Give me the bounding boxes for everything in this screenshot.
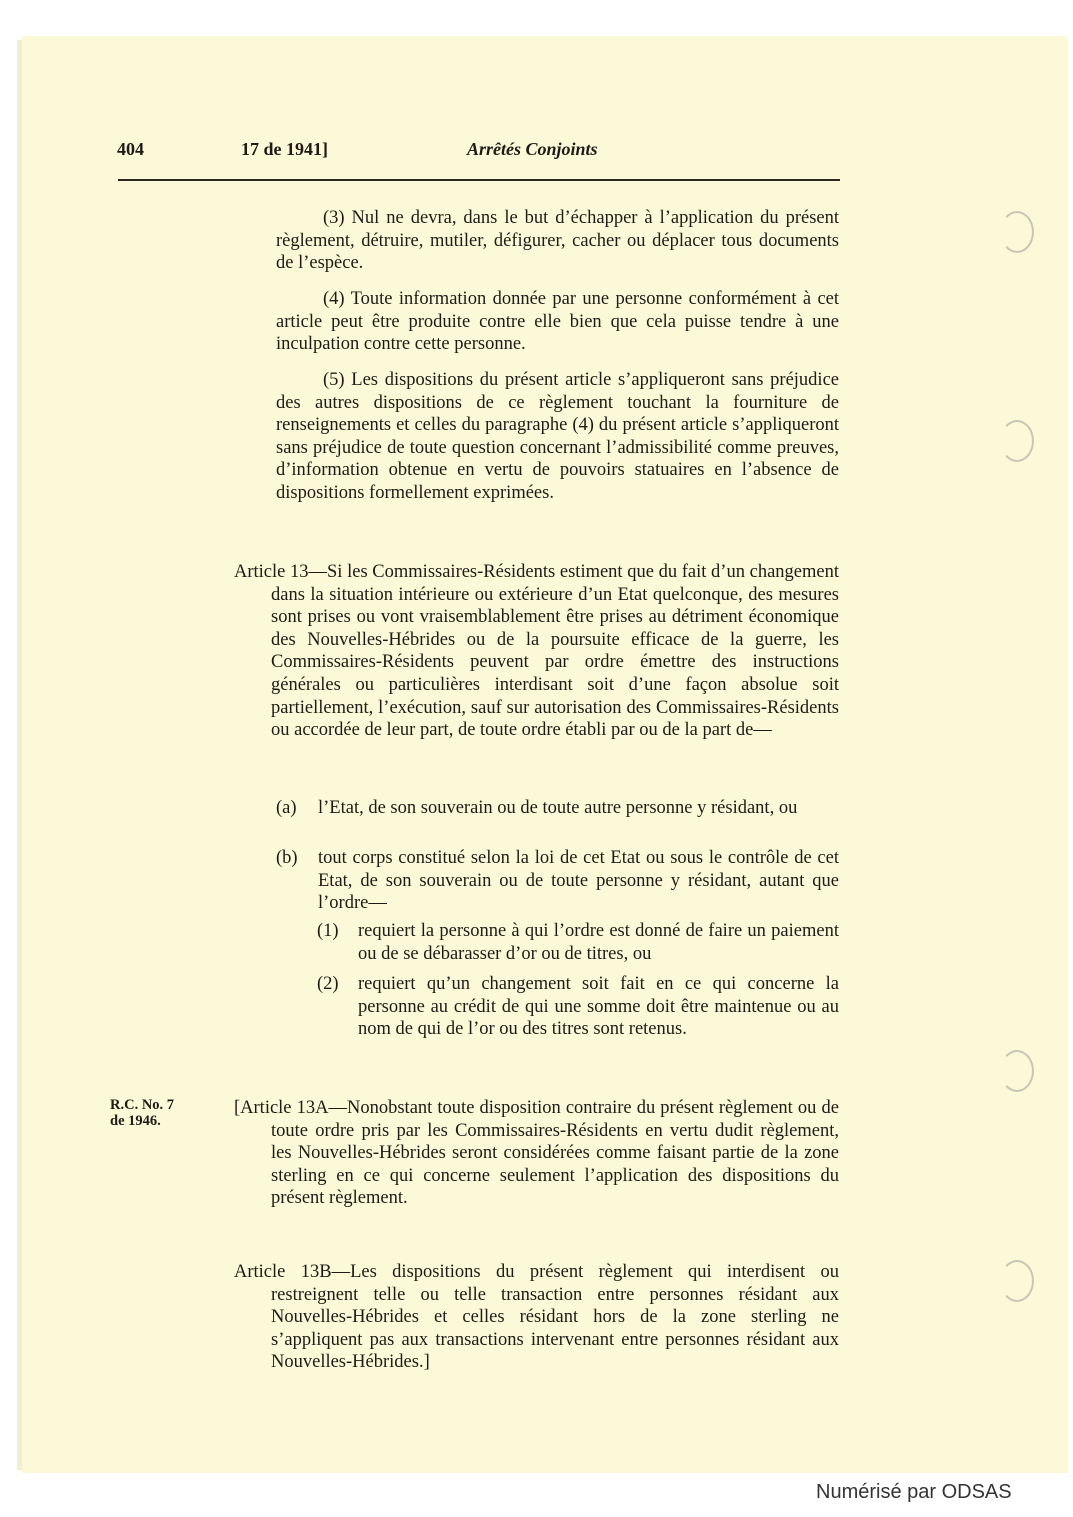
article-13b: Article 13B—Les dispositions du présent règlement qui interdisent ou restreignent telle ou telle transaction entre personnes résidant aux Nouvelles-Hébrides et celles résidant hors de la zone sterling ne s’appliquent pas aux transactions intervenant entre personnes résidant aux Nouvelles-Hébrides.] [234,1262,839,1373]
article-13-item-a [276,797,839,820]
item-text: requiert qu’un changement soit fait en ce qui concerne la personne au crédit de qui une somme doit être maintenue ou au nom de qui de l’or ou des titres sont retenus. [358,974,839,1040]
item-label: (2) [317,974,339,994]
binder-hole-icon [1000,211,1034,253]
paragraph-5: (5) Les dispositions du présent article s’appliqueront sans préjudice des autres dispositions de ce règlement touchant la fourniture de renseignements et celles du paragraphe (4) du présent article s’appliqueront sans préjudice de toute question concernant l’admissibilité comme preuves, d’information obtenue en vertu de pouvoirs statuaires en l’absence de dispositions formellement exprimées. [276,370,839,503]
item-label: (b) [276,848,298,868]
article-13-subitem-1 [317,920,839,965]
margin-note-line: R.C. No. 7 [110,1097,175,1113]
page-number: 404 [117,139,144,159]
paragraph-3: (3) Nul ne devra, dans le but d’échapper à l’application du présent règlement, détruire, mutiler, défigurer, cacher ou déplacer tous documents de l’espèce. [276,208,839,274]
ordinance-reference: 17 de 1941] [241,139,328,159]
binder-hole-icon [1000,1050,1034,1092]
binder-hole-icon [1000,1260,1034,1302]
item-label: (a) [276,798,297,818]
item-text: requiert la personne à qui l’ordre est donné de faire un paiement ou de se débarasser d’or ou de titres, ou [358,921,839,964]
digitization-credit: Numérisé par ODSAS [816,1481,1012,1503]
item-label: (1) [317,921,339,941]
article-13a: [Article 13A—Nonobstant toute disposition contraire du présent règlement ou de toute ordre pris par les Commissaires-Résidents en vertu dudit règlement, les Nouvelles-Hébrides seront considérées comme faisant partie de la zone sterling en ce qui concerne seulement l’application des dispositions du présent règlement. [234,1098,839,1209]
margin-note-line: de 1946. [110,1113,161,1129]
item-text: tout corps constitué selon la loi de cet Etat ou sous le contrôle de cet Etat, de son souverain ou de toute personne y résidant, autant que l’ordre— [318,848,839,914]
running-title: Arrêtés Conjoints [467,139,598,159]
item-text: l’Etat, de son souverain ou de toute autre personne y résidant, ou [318,798,798,818]
binder-hole-icon [1000,420,1034,462]
article-13-subitem-2 [317,973,839,1041]
header-rule [118,179,840,181]
page-header [0,139,1073,165]
margin-note [110,1097,174,1129]
article-13-item-b [276,847,839,915]
article-13: Article 13—Si les Commissaires-Résidents estiment que du fait d’un changement dans la situation intérieure ou extérieure d’un Etat quelconque, des mesures sont prises ou vont vraisemblablement être prises au détriment économique des Nouvelles-Hébrides ou de la poursuite efficace de la guerre, les Commissaires-Résidents peuvent par ordre émettre des instructions générales ou particulières interdisant soit d’une façon absolue soit partiellement, l’exécution, sauf sur autorisation des Commissaires-Résidents ou accordée de leur part, de toute ordre établi par ou de la part de— [234,562,839,741]
paragraph-4: (4) Toute information donnée par une personne conformément à cet article peut être produite contre elle bien que cela puisse tendre à une inculpation contre cette personne. [276,289,839,355]
